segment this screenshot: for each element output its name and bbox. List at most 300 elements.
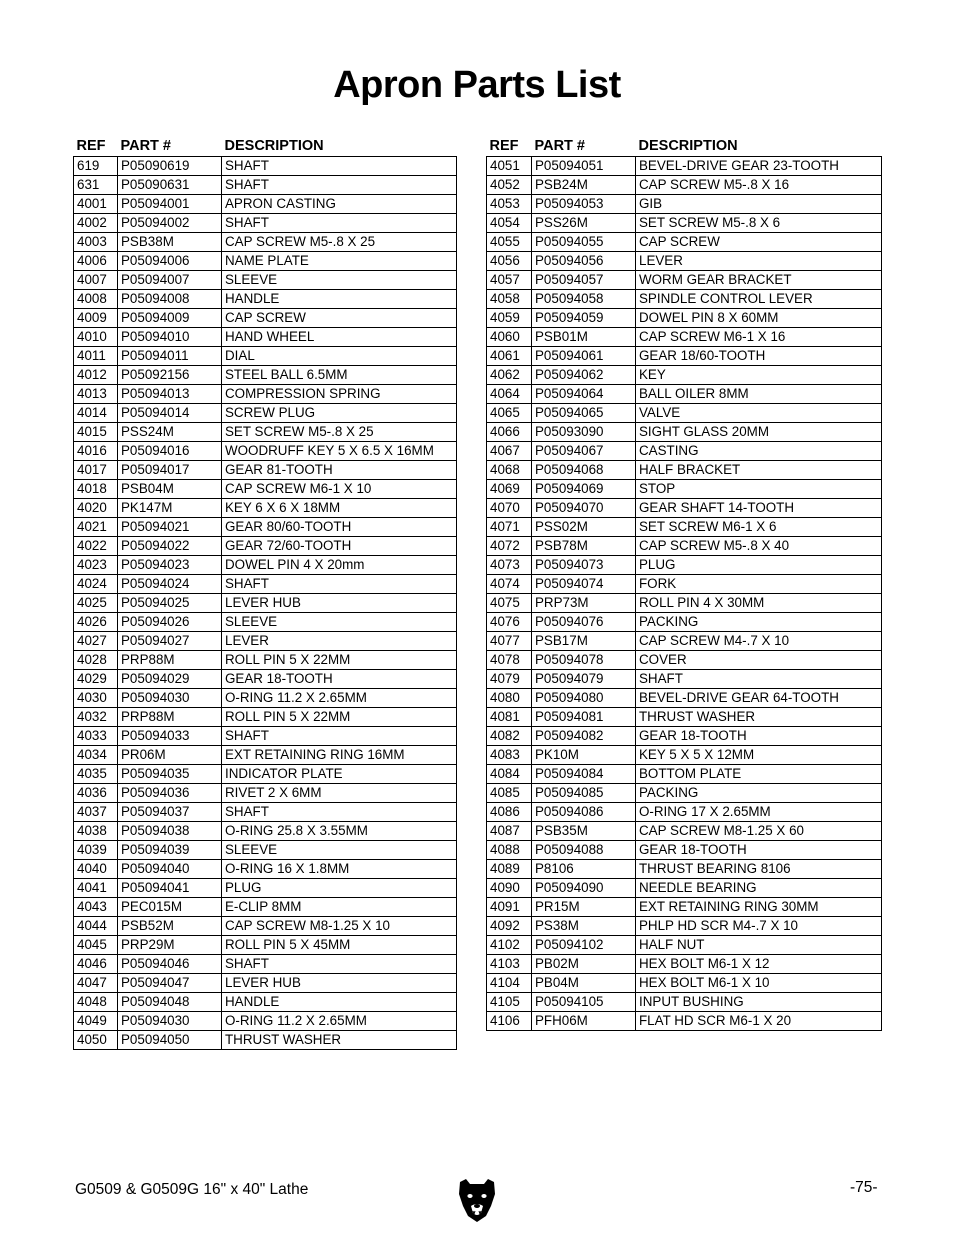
description-cell: GEAR 81-TOOTH [222,461,457,480]
table-row [487,214,882,233]
part-number-cell: P05094053 [532,195,636,214]
part-number-cell: P05094082 [532,727,636,746]
table-row [74,271,457,290]
part-number-cell: PSB78M [532,537,636,556]
table-row [74,993,457,1012]
description-cell: LEVER HUB [222,594,457,613]
ref-cell: 4027 [74,632,118,651]
description-cell: SLEEVE [222,271,457,290]
part-number-cell: PRP29M [118,936,222,955]
ref-cell: 4009 [74,309,118,328]
description-cell: PACKING [636,784,882,803]
description-cell: CAP SCREW M5-.8 X 16 [636,176,882,195]
table-row [74,613,457,632]
part-number-cell: PSB38M [118,233,222,252]
table-row [74,556,457,575]
description-cell: SET SCREW M6-1 X 6 [636,518,882,537]
part-number-cell: P05094017 [118,461,222,480]
description-cell: FLAT HD SCR M6-1 X 20 [636,1012,882,1031]
part-number-cell: P05094027 [118,632,222,651]
part-number-cell: PB02M [532,955,636,974]
description-cell: CAP SCREW M5-.8 X 40 [636,537,882,556]
description-cell: KEY 5 X 5 X 12MM [636,746,882,765]
description-cell: BOTTOM PLATE [636,765,882,784]
table-row [74,442,457,461]
part-number-cell: P05094081 [532,708,636,727]
ref-cell: 4023 [74,556,118,575]
part-number-cell: P05094057 [532,271,636,290]
part-number-cell: P05094067 [532,442,636,461]
ref-cell: 4056 [487,252,532,271]
ref-cell: 4055 [487,233,532,252]
ref-cell: 4091 [487,898,532,917]
table-row [487,461,882,480]
part-number-cell: P05094021 [118,518,222,537]
part-number-cell: P05094102 [532,936,636,955]
table-row [487,898,882,917]
description-cell: HALF BRACKET [636,461,882,480]
table-row [74,423,457,442]
ref-cell: 4067 [487,442,532,461]
page-number: -75- [850,1179,878,1196]
part-number-cell: P05094035 [118,765,222,784]
ref-cell: 4075 [487,594,532,613]
parts-table-left [73,132,457,1050]
part-number-cell: P05094038 [118,822,222,841]
description-cell: GIB [636,195,882,214]
table-row [487,860,882,879]
part-number-cell: P05092156 [118,366,222,385]
ref-cell: 4016 [74,442,118,461]
table-row [487,385,882,404]
description-cell: GEAR 80/60-TOOTH [222,518,457,537]
table-row [487,442,882,461]
part-number-cell: P05094073 [532,556,636,575]
table-row [74,898,457,917]
part-number-cell: P05094056 [532,252,636,271]
table-row [74,328,457,347]
parts-table-left-body [74,157,457,1050]
description-cell: HEX BOLT M6-1 X 12 [636,955,882,974]
part-number-cell: PK147M [118,499,222,518]
part-number-cell: P05094061 [532,347,636,366]
ref-cell: 4035 [74,765,118,784]
table-row [487,841,882,860]
table-row [74,195,457,214]
description-cell: SHAFT [222,214,457,233]
part-number-cell: P05094088 [532,841,636,860]
part-number-cell: PS38M [532,917,636,936]
part-number-cell: PSS24M [118,423,222,442]
part-number-cell: P05094046 [118,955,222,974]
description-cell: ROLL PIN 4 X 30MM [636,594,882,613]
part-number-cell: P05094007 [118,271,222,290]
ref-cell: 4074 [487,575,532,594]
table-row [487,727,882,746]
description-header: DESCRIPTION [638,138,738,154]
description-cell: SCREW PLUG [222,404,457,423]
ref-cell: 4041 [74,879,118,898]
description-cell: EXT RETAINING RING 30MM [636,898,882,917]
description-cell: GEAR SHAFT 14-TOOTH [636,499,882,518]
part-number-cell: P05094076 [532,613,636,632]
table-row [74,575,457,594]
table-row [487,480,882,499]
part-number-cell: P05094016 [118,442,222,461]
description-cell: HEX BOLT M6-1 X 10 [636,974,882,993]
table-row [487,917,882,936]
ref-cell: 4068 [487,461,532,480]
table-row [74,936,457,955]
description-cell: WORM GEAR BRACKET [636,271,882,290]
part-number-cell: P05094037 [118,803,222,822]
part-number-cell: P05094078 [532,651,636,670]
table-row [74,214,457,233]
table-row [74,670,457,689]
table-row [74,157,457,176]
part-number-cell: P8106 [532,860,636,879]
ref-cell: 4069 [487,480,532,499]
ref-cell: 4070 [487,499,532,518]
table-row [487,651,882,670]
description-cell: CAP SCREW M6-1 X 16 [636,328,882,347]
ref-cell: 4029 [74,670,118,689]
part-number-cell: P05094079 [532,670,636,689]
table-row [487,347,882,366]
description-cell: COMPRESSION SPRING [222,385,457,404]
ref-cell: 4050 [74,1031,118,1050]
description-cell: BALL OILER 8MM [636,385,882,404]
ref-cell: 4047 [74,974,118,993]
ref-cell: 4080 [487,689,532,708]
table-header-row [74,132,457,157]
ref-cell: 4033 [74,727,118,746]
part-number-cell: P05094010 [118,328,222,347]
description-cell: LEVER HUB [222,974,457,993]
description-cell: SHAFT [222,803,457,822]
table-row [487,689,882,708]
table-row [74,347,457,366]
description-cell: NEEDLE BEARING [636,879,882,898]
ref-cell: 4052 [487,176,532,195]
ref-cell: 4049 [74,1012,118,1031]
part-number-cell: P05094022 [118,537,222,556]
ref-cell: 4072 [487,537,532,556]
table-row [487,404,882,423]
description-cell: HALF NUT [636,936,882,955]
table-row [487,157,882,176]
table-row [74,689,457,708]
table-row [487,974,882,993]
description-cell: GEAR 18/60-TOOTH [636,347,882,366]
ref-cell: 4015 [74,423,118,442]
ref-cell: 4085 [487,784,532,803]
table-row [487,556,882,575]
table-row [487,366,882,385]
description-cell: RIVET 2 X 6MM [222,784,457,803]
table-row [487,632,882,651]
ref-cell: 4092 [487,917,532,936]
table-row [487,499,882,518]
table-row [487,1012,882,1031]
table-row [74,1012,457,1031]
description-cell: SHAFT [222,955,457,974]
part-number-cell: P05094074 [532,575,636,594]
description-cell: SHAFT [222,727,457,746]
ref-cell: 4012 [74,366,118,385]
table-row [487,613,882,632]
part-number-cell: P05094086 [532,803,636,822]
part-number-cell: P05094009 [118,309,222,328]
ref-cell: 4060 [487,328,532,347]
ref-cell: 4079 [487,670,532,689]
ref-cell: 4054 [487,214,532,233]
ref-cell: 4058 [487,290,532,309]
part-number-cell: PSS02M [532,518,636,537]
part-number-cell: P05094070 [532,499,636,518]
ref-cell: 4011 [74,347,118,366]
table-row [74,366,457,385]
part-number-cell: PSB35M [532,822,636,841]
description-cell: GEAR 18-TOOTH [636,727,882,746]
description-cell: SET SCREW M5-.8 X 6 [636,214,882,233]
ref-cell: 4013 [74,385,118,404]
ref-cell: 4014 [74,404,118,423]
ref-cell: 4018 [74,480,118,499]
table-row [487,746,882,765]
part-number-cell: P05094036 [118,784,222,803]
description-cell: ROLL PIN 5 X 45MM [222,936,457,955]
ref-cell: 4001 [74,195,118,214]
table-row [74,518,457,537]
footer-model: G0509 & G0509G 16" x 40" Lathe [75,1181,309,1198]
part-number-cell: PSB04M [118,480,222,499]
ref-cell: 4102 [487,936,532,955]
ref-cell: 4030 [74,689,118,708]
part-number-cell: PSB52M [118,917,222,936]
description-cell: CAP SCREW M6-1 X 10 [222,480,457,499]
ref-cell: 4034 [74,746,118,765]
table-row [74,537,457,556]
bear-head-icon [456,1176,498,1224]
description-cell: DOWEL PIN 4 X 20mm [222,556,457,575]
table-row [74,727,457,746]
part-number-cell: P05094030 [118,689,222,708]
part-number-cell: P05094002 [118,214,222,233]
description-cell: GEAR 18-TOOTH [222,670,457,689]
description-cell: DOWEL PIN 8 X 60MM [636,309,882,328]
part-number-cell: P05094013 [118,385,222,404]
part-number-cell: P05094014 [118,404,222,423]
description-cell: EXT RETAINING RING 16MM [222,746,457,765]
part-number-cell: P05094006 [118,252,222,271]
part-number-cell: PRP73M [532,594,636,613]
description-cell: HANDLE [222,290,457,309]
ref-cell: 4028 [74,651,118,670]
ref-cell: 4057 [487,271,532,290]
ref-cell: 4008 [74,290,118,309]
part-number-cell: P05093090 [532,423,636,442]
part-number-cell: P05094080 [532,689,636,708]
description-cell: SHAFT [222,176,457,195]
ref-cell: 4104 [487,974,532,993]
part-number-cell: P05094047 [118,974,222,993]
part-number-cell: PSB17M [532,632,636,651]
ref-cell: 4025 [74,594,118,613]
part-number-cell: PRP88M [118,708,222,727]
ref-cell: 4106 [487,1012,532,1031]
description-cell: CAP SCREW M4-.7 X 10 [636,632,882,651]
table-row [487,233,882,252]
ref-cell: 4088 [487,841,532,860]
description-cell: SIGHT GLASS 20MM [636,423,882,442]
table-row [74,480,457,499]
table-row [74,404,457,423]
ref-cell: 4026 [74,613,118,632]
parts-table-right-body [487,157,882,1031]
part-number-cell: P05094090 [532,879,636,898]
ref-cell: 4078 [487,651,532,670]
table-row [487,993,882,1012]
table-row [74,1031,457,1050]
table-row [487,822,882,841]
table-row [487,575,882,594]
ref-cell: 4048 [74,993,118,1012]
ref-cell: 4007 [74,271,118,290]
part-header: PART # [120,138,171,154]
part-number-cell: PRP88M [118,651,222,670]
table-row [487,879,882,898]
table-row [74,746,457,765]
description-cell: DIAL [222,347,457,366]
description-cell: CAP SCREW [222,309,457,328]
ref-cell: 4103 [487,955,532,974]
part-number-cell: PSB01M [532,328,636,347]
ref-cell: 4089 [487,860,532,879]
ref-cell: 4051 [487,157,532,176]
table-row [487,765,882,784]
description-cell: APRON CASTING [222,195,457,214]
description-cell: FORK [636,575,882,594]
ref-cell: 4077 [487,632,532,651]
table-row [74,594,457,613]
table-row [487,423,882,442]
table-row [74,176,457,195]
ref-cell: 4090 [487,879,532,898]
description-cell: HANDLE [222,993,457,1012]
ref-cell: 4066 [487,423,532,442]
description-cell: WOODRUFF KEY 5 X 6.5 X 16MM [222,442,457,461]
ref-cell: 4062 [487,366,532,385]
table-row [74,252,457,271]
part-number-cell: P05094026 [118,613,222,632]
table-row [74,765,457,784]
table-row [74,461,457,480]
description-cell: INPUT BUSHING [636,993,882,1012]
description-cell: CAP SCREW [636,233,882,252]
description-cell: BEVEL-DRIVE GEAR 23-TOOTH [636,157,882,176]
table-row [487,803,882,822]
part-number-cell: P05094029 [118,670,222,689]
description-cell: THRUST WASHER [636,708,882,727]
part-number-cell: P05090631 [118,176,222,195]
ref-cell: 4084 [487,765,532,784]
part-number-cell: P05094001 [118,195,222,214]
table-row [74,917,457,936]
part-number-cell: P05094011 [118,347,222,366]
table-row [74,233,457,252]
description-cell: PHLP HD SCR M4-.7 X 10 [636,917,882,936]
table-row [74,822,457,841]
ref-cell: 4044 [74,917,118,936]
ref-cell: 4045 [74,936,118,955]
ref-cell: 4082 [487,727,532,746]
part-number-cell: P05094068 [532,461,636,480]
table-row [487,290,882,309]
description-cell: SHAFT [636,670,882,689]
table-row [74,385,457,404]
description-cell: O-RING 25.8 X 3.55MM [222,822,457,841]
table-row [487,252,882,271]
part-number-cell: PSB24M [532,176,636,195]
ref-cell: 4022 [74,537,118,556]
ref-cell: 4083 [487,746,532,765]
table-row [487,955,882,974]
part-number-cell: P05094023 [118,556,222,575]
part-number-cell: PK10M [532,746,636,765]
description-cell: STOP [636,480,882,499]
part-number-cell: P05094041 [118,879,222,898]
part-number-cell: P05094051 [532,157,636,176]
part-number-cell: P05094008 [118,290,222,309]
table-row [74,784,457,803]
part-number-cell: P05094025 [118,594,222,613]
ref-cell: 4003 [74,233,118,252]
description-cell: CASTING [636,442,882,461]
table-row [74,708,457,727]
table-row [487,518,882,537]
part-header: PART # [534,138,585,154]
table-row [487,537,882,556]
description-cell: NAME PLATE [222,252,457,271]
table-row [74,841,457,860]
ref-cell: 4086 [487,803,532,822]
description-cell: SPINDLE CONTROL LEVER [636,290,882,309]
description-cell: O-RING 11.2 X 2.65MM [222,689,457,708]
table-row [74,632,457,651]
description-cell: THRUST WASHER [222,1031,457,1050]
part-number-cell: P05094055 [532,233,636,252]
part-number-cell: P05094058 [532,290,636,309]
ref-cell: 4039 [74,841,118,860]
ref-cell: 4087 [487,822,532,841]
part-number-cell: PSS26M [532,214,636,233]
ref-cell: 4064 [487,385,532,404]
description-cell: SLEEVE [222,613,457,632]
ref-cell: 4043 [74,898,118,917]
ref-cell: 4032 [74,708,118,727]
description-header: DESCRIPTION [224,138,324,154]
table-row [74,499,457,518]
ref-cell: 4020 [74,499,118,518]
description-cell: KEY 6 X 6 X 18MM [222,499,457,518]
table-row [487,309,882,328]
part-number-cell: P05094033 [118,727,222,746]
table-row [487,670,882,689]
part-number-cell: P05094059 [532,309,636,328]
ref-cell: 4002 [74,214,118,233]
part-number-cell: P05094048 [118,993,222,1012]
